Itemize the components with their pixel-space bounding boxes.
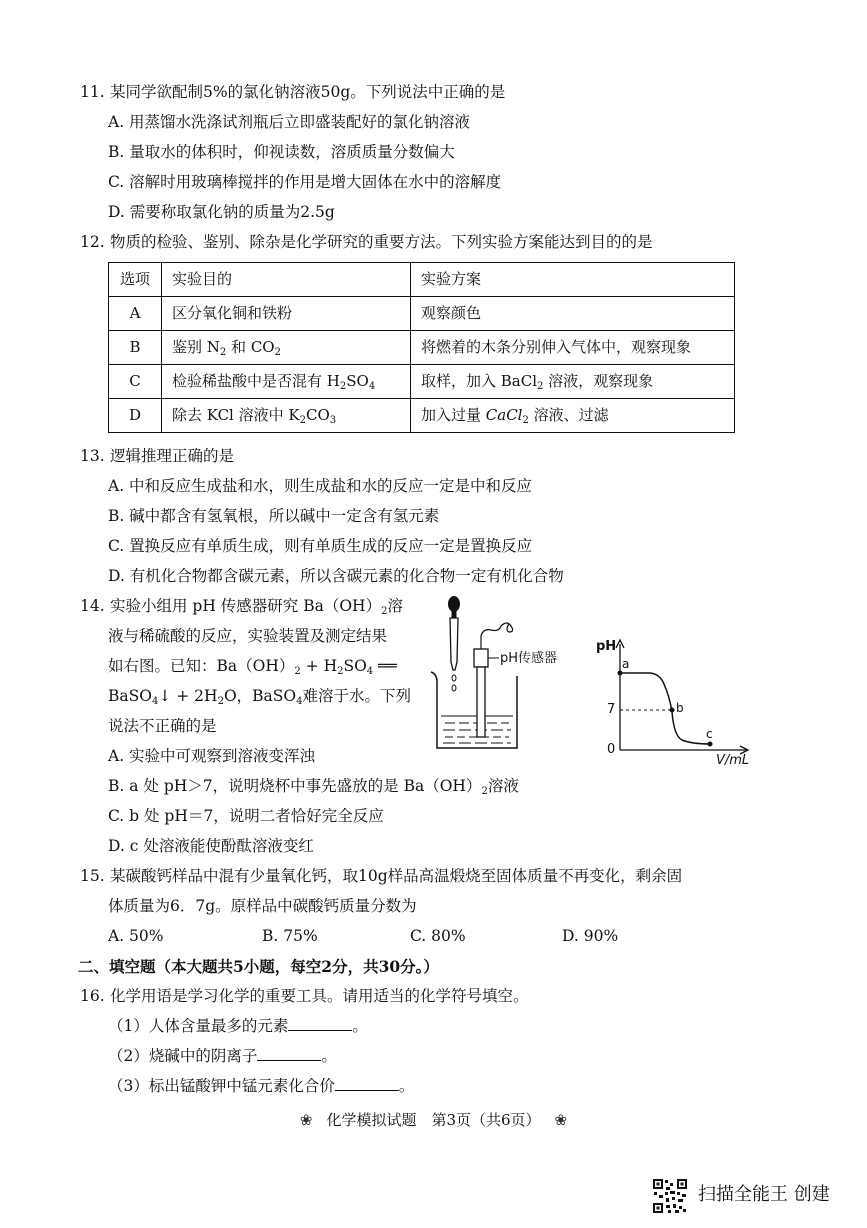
question-number: 13. <box>80 447 105 465</box>
q15-option-b: B. 75% <box>262 927 318 945</box>
chart-y-label: pH <box>596 639 617 654</box>
section-heading: 二、填空题（本大题共5小题，每空2分，共30分。） <box>78 957 439 976</box>
question-15: 15. 某碳酸钙样品中混有少量氧化钙，取10g样品高温煅烧至固体质量不再变化，剩余固 <box>80 866 682 888</box>
q11-option-d: D. 需要称取氯化钠的质量为2.5g <box>108 203 335 221</box>
q14-option-a: A. 实验中可观察到溶液变浑浊 <box>108 747 316 765</box>
ph-sensor-icon <box>474 623 513 737</box>
table-cell: 区分氧化铜和铁粉 <box>162 297 411 331</box>
tick-7-label: 7 <box>607 702 616 717</box>
dropper-icon <box>448 596 460 691</box>
q13-option-b: B. 碱中都含有氢氧根，所以碱中一定含有氢元素 <box>108 507 440 525</box>
answer-blank[interactable] <box>288 1017 352 1031</box>
question-16: 16. 化学用语是学习化学的重要工具。请用适当的化学符号填空。 <box>80 986 529 1008</box>
question-number: 12. <box>80 233 105 251</box>
question-stem: 逻辑推理正确的是 <box>110 447 235 465</box>
question-12 <box>80 232 653 254</box>
q14-stem-line: BaSO$_4$↓ + $2H_2O$，BaSO$_4$难溶于水。下列 <box>108 687 411 707</box>
question-11 <box>80 82 505 104</box>
table-header: 选项 <box>109 263 162 297</box>
question-number: 15. <box>80 867 105 885</box>
q11-option-a: A. 用蒸馏水洗涤试剂瓶后立即盛装配好的氯化钠溶液 <box>108 113 471 131</box>
table-cell: 观察颜色 <box>411 297 735 331</box>
ph-curve <box>620 673 710 744</box>
table-cell: D <box>109 399 162 433</box>
point-b-label: b <box>676 701 684 715</box>
chart-x-label: V/mL <box>716 753 750 768</box>
beaker-apparatus-figure <box>425 592 605 762</box>
q14-stem-line: 说法不正确的是 <box>108 717 217 735</box>
table-header-row <box>109 263 735 297</box>
table-cell: 将燃着的木条分别伸入气体中，观察现象 <box>411 331 735 365</box>
answer-blank[interactable] <box>257 1047 321 1061</box>
page-footer <box>0 1110 867 1131</box>
question-number: 11. <box>80 83 105 101</box>
question-stem: 物质的检验、鉴别、除杂是化学研究的重要方法。下列实验方案能达到目的的是 <box>110 233 653 251</box>
ph-sensor-label: pH传感器 <box>500 651 558 666</box>
point-a-label: a <box>622 657 630 671</box>
point-b-marker <box>670 708 675 713</box>
table-row <box>109 331 735 365</box>
q16-item-2: （2）烧碱中的阴离子 。 <box>108 1047 337 1065</box>
qr-code-icon <box>652 1178 688 1214</box>
q11-option-c: C. 溶解时用玻璃棒搅拌的作用是增大固体在水中的溶解度 <box>108 173 502 191</box>
question-14: 14. 实验小组用 pH 传感器研究 $Ba(OH)_2$溶 <box>80 597 403 617</box>
table-cell: B <box>109 331 162 365</box>
table-cell: 鉴别 $N_2$ 和 $CO_2$ <box>162 331 411 365</box>
q15-stem-line: 体质量为6．7g。原样品中碳酸钙质量分数为 <box>108 897 417 915</box>
q16-item-1: （1）人体含量最多的元素 。 <box>108 1017 368 1035</box>
experiment-table <box>108 262 735 433</box>
table-row <box>109 297 735 331</box>
table-row <box>109 399 735 433</box>
q11-option-b: B. 量取水的体积时，仰视读数，溶质质量分数偏大 <box>108 143 455 161</box>
tick-0-label: 0 <box>607 742 616 757</box>
q14-option-b: B. a 处 pH＞7，说明烧杯中事先盛放的是 $Ba(OH)_2$溶液 <box>108 777 519 797</box>
table-cell: 除去 KCl 溶液中 $K_2CO_3$ <box>162 399 411 433</box>
q14-stem-line: 如右图。已知：$Ba(OH)_2 + H_2SO_4$ ══ <box>108 657 397 677</box>
question-number: 16. <box>80 987 105 1005</box>
table-row <box>109 365 735 399</box>
table-cell: 检验稀盐酸中是否混有 $H_2SO_4$ <box>162 365 411 399</box>
point-c-label: c <box>706 727 713 741</box>
stamp-text: 扫描全能王 创建 <box>698 1184 830 1205</box>
answer-blank[interactable] <box>335 1077 399 1091</box>
table-header: 实验方案 <box>411 263 735 297</box>
table-header: 实验目的 <box>162 263 411 297</box>
footer-text: 化学模拟试题 第3页（共6页） <box>326 1111 541 1129</box>
question-13 <box>80 446 234 468</box>
flower-ornament-icon: ❀ <box>554 1111 568 1129</box>
beaker-icon <box>431 672 517 748</box>
q14-option-c: C. b 处 pH＝7，说明二者恰好完全反应 <box>108 807 384 825</box>
question-number: 14. <box>80 597 105 615</box>
table-cell: C <box>109 365 162 399</box>
table-cell: 取样，加入 BaCl$_2$ 溶液，观察现象 <box>411 365 735 399</box>
q14-option-d: D. c 处溶液能使酚酞溶液变红 <box>108 837 314 855</box>
q13-option-d: D. 有机化合物都含碳元素，所以含碳元素的化合物一定有机化合物 <box>108 567 564 585</box>
q16-item-3: （3）标出锰酸钾中锰元素化合价 。 <box>108 1077 415 1095</box>
table-cell: 加入过量 CaCl$_2$ 溶液、过滤 <box>411 399 735 433</box>
question-stem: 某同学欲配制5%的氯化钠溶液50g。下列说法中正确的是 <box>110 83 506 101</box>
q15-option-c: C. 80% <box>410 927 466 945</box>
q14-stem-line: 液与稀硫酸的反应，实验装置及测定结果 <box>108 627 388 645</box>
q15-option-d: D. 90% <box>562 927 619 945</box>
flower-ornament-icon: ❀ <box>299 1111 313 1129</box>
table-cell: A <box>109 297 162 331</box>
q13-option-c: C. 置换反应有单质生成，则有单质生成的反应一定是置换反应 <box>108 537 533 555</box>
q15-option-a: A. 50% <box>108 927 164 945</box>
q13-option-a: A. 中和反应生成盐和水，则生成盐和水的反应一定是中和反应 <box>108 477 533 495</box>
